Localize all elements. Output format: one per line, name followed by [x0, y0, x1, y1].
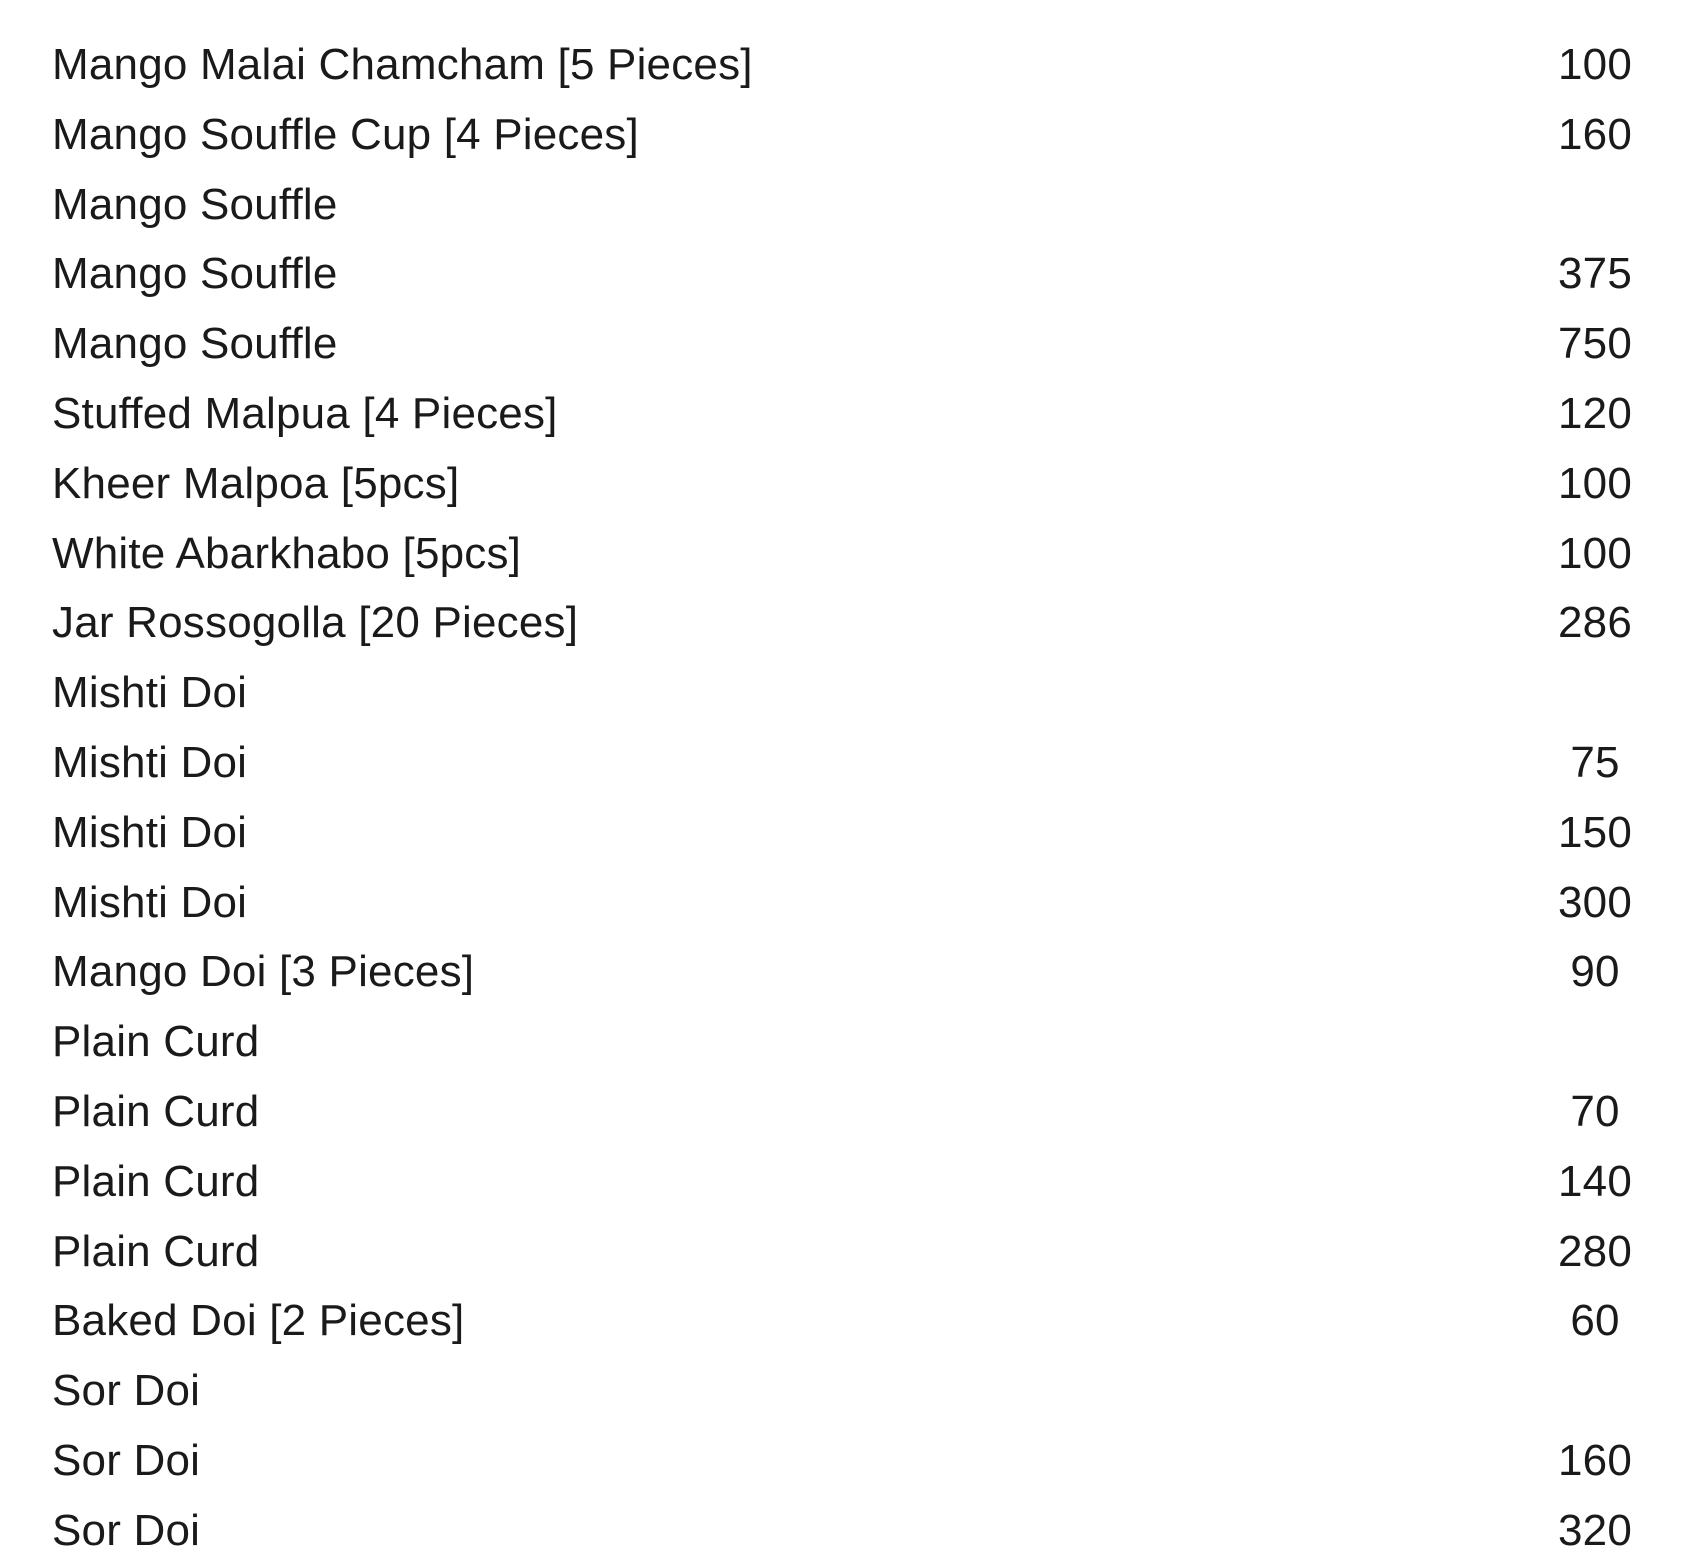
menu-item-row	[52, 868, 1650, 938]
item-price: 280	[1557, 1226, 1632, 1276]
menu-item-row	[52, 30, 1650, 100]
item-name: Sor Doi	[52, 1505, 201, 1555]
menu-item-row	[52, 239, 1650, 309]
menu-item-row	[52, 728, 1650, 798]
menu-list	[52, 30, 1650, 1566]
item-price: 140	[1557, 1156, 1632, 1206]
item-name: Mishti Doi	[52, 668, 248, 718]
item-price: 160	[1557, 1435, 1632, 1485]
menu-item-row	[52, 798, 1650, 868]
item-name: Kheer Malpoa [5pcs]	[52, 458, 460, 508]
item-name: Sor Doi	[52, 1435, 201, 1485]
item-price: 375	[1557, 249, 1632, 299]
menu-item-row	[52, 1007, 1650, 1077]
menu-item-row	[52, 658, 1650, 728]
menu-item-row	[52, 1356, 1650, 1426]
item-price: 750	[1557, 319, 1632, 369]
item-price: 286	[1557, 598, 1632, 648]
item-price: 320	[1557, 1505, 1632, 1555]
item-name: Jar Rossogolla [20 Pieces]	[52, 598, 579, 648]
menu-item-row	[52, 937, 1650, 1007]
menu-item-row	[52, 170, 1650, 240]
menu-item-row	[52, 1217, 1650, 1287]
item-name: Mishti Doi	[52, 807, 248, 857]
menu-item-row	[52, 1147, 1650, 1217]
item-price: 100	[1557, 40, 1632, 89]
menu-item-row	[52, 309, 1650, 379]
menu-item-row	[52, 1286, 1650, 1356]
menu-item-row	[52, 1077, 1650, 1147]
item-name: Mango Souffle	[52, 179, 338, 229]
item-name: Mango Souffle Cup [4 Pieces]	[52, 109, 639, 159]
item-name: Plain Curd	[52, 1226, 260, 1276]
menu-item-row	[52, 1426, 1650, 1496]
item-name: White Abarkhabo [5pcs]	[52, 528, 522, 578]
item-price: 100	[1557, 458, 1632, 508]
item-price: 90	[1570, 947, 1620, 997]
item-price: 120	[1557, 388, 1632, 438]
item-name: Mishti Doi	[52, 877, 248, 927]
item-price: 150	[1557, 807, 1632, 857]
item-name: Plain Curd	[52, 1017, 260, 1067]
menu-item-row	[52, 100, 1650, 170]
menu-item-row	[52, 449, 1650, 519]
menu-item-row	[52, 1496, 1650, 1566]
item-price: 300	[1557, 877, 1632, 927]
item-name: Mango Doi [3 Pieces]	[52, 947, 475, 997]
item-name: Sor Doi	[52, 1366, 201, 1416]
item-name: Mango Souffle	[52, 319, 338, 369]
item-price: 75	[1570, 737, 1620, 787]
item-name: Plain Curd	[52, 1156, 260, 1206]
item-name: Plain Curd	[52, 1086, 260, 1136]
item-price: 160	[1557, 109, 1632, 159]
item-name: Baked Doi [2 Pieces]	[52, 1296, 465, 1346]
menu-item-row	[52, 588, 1650, 658]
menu-item-row	[52, 519, 1650, 589]
item-price: 60	[1570, 1296, 1620, 1346]
item-price: 70	[1570, 1086, 1620, 1136]
item-price: 100	[1557, 528, 1632, 578]
item-name: Mango Malai Chamcham [5 Pieces]	[52, 40, 753, 89]
menu-item-row	[52, 379, 1650, 449]
item-name: Mango Souffle	[52, 249, 338, 299]
item-name: Stuffed Malpua [4 Pieces]	[52, 388, 558, 438]
item-name: Mishti Doi	[52, 737, 248, 787]
